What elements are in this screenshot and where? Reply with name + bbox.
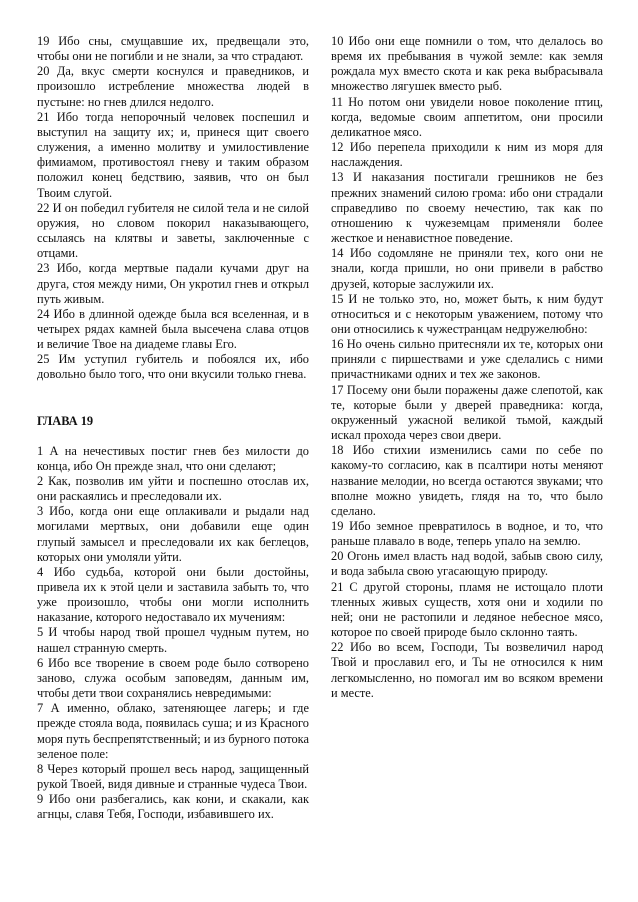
verse-paragraph: 2 Как, позволив им уйти и поспешно отослав их, они раскаялись и преследовали их. — [37, 473, 309, 504]
verse-paragraph: 15 И не только это, но, может быть, к ним будут относиться и с некоторым уважением, потому что они относились к чужестранцам недружелюбно: — [331, 291, 603, 336]
verse-paragraph: 8 Через который прошел весь народ, защищенный рукой Твоей, видя дивные и странные чудеса Твои. — [37, 761, 309, 792]
verse-paragraph: 20 Да, вкус смерти коснулся и праведников, и произошло истребление множества людей в пустыне: но гнев длился недолго. — [37, 64, 309, 109]
spacer — [37, 383, 309, 414]
verse-paragraph: 7 А именно, облако, затеняющее лагерь; и где прежде стояла вода, появилась суша; и из Красного моря путь беспрепятственный; и из бурного потока зеленое поле: — [37, 701, 309, 761]
verse-paragraph: 3 Ибо, когда они еще оплакивали и рыдали над могилами мертвых, они добавили еще один глупый замысел и преследовали их как беглецов, которых они умоляли уйти. — [37, 504, 309, 564]
verse-paragraph: 11 Но потом они увидели новое поколение птиц, когда, ведомые своим аппетитом, они просили деликатное мясо. — [331, 94, 603, 139]
verse-paragraph: 25 Им уступил губитель и побоялся их, ибо довольно было того, что они вкусили только гнева. — [37, 352, 309, 382]
verse-paragraph: 5 И чтобы народ твой прошел чудным путем, но нашел странную смерть. — [37, 625, 309, 655]
verse-paragraph: 10 Ибо они еще помнили о том, что делалось во время их пребывания в чужой земле: как земля рождала мух вместо скота и как река выбрасывала множество лягушек вместо рыб. — [331, 34, 603, 94]
verse-paragraph: 13 И наказания постигали грешников не без прежних знамений силою грома: ибо они страдали справедливо по своему нечестию, так как по отношению к чужеземцам применяли более жесткое и ненавистное поведение. — [331, 170, 603, 246]
verse-paragraph: 4 Ибо судьба, которой они были достойны, привела их к этой цели и заставила забыть то, что уже произошло, чтобы они могли исполнить наказание, которого недоставало их мучениям: — [37, 564, 309, 625]
verse-paragraph: 19 Ибо сны, смущавшие их, предвещали это, чтобы они не погибли и не знали, за что страдают. — [37, 34, 309, 64]
verse-paragraph: 22 И он победил губителя не силой тела и не силой оружия, но словом покорил наказывающего, ссылаясь на клятвы и заветы, заключенные с отцами. — [37, 200, 309, 261]
verse-paragraph: 6 Ибо все творение в своем роде было сотворено заново, служа особым заповедям, данным им, чтобы дети твои сохранялись невредимыми: — [37, 655, 309, 701]
verse-paragraph: 21 С другой стороны, пламя не истощало плоти тленных живых существ, хотя они и ходили по ней; они не растопили и ледяное небесное мясо, которое по своей природе было склонно таять. — [331, 579, 603, 640]
verse-paragraph: 20 Огонь имел власть над водой, забыв свою силу, и вода забыла свою угасающую природу. — [331, 549, 603, 579]
left-column — [37, 34, 309, 823]
verse-paragraph: 14 Ибо содомляне не приняли тех, кого они не знали, когда пришли, но они привели в рабство друзей, которые заслужили их. — [331, 246, 603, 291]
verse-paragraph: 18 Ибо стихии изменились сами по себе по какому-то согласию, как в псалтири ноты меняют название мелодии, но всегда остаются звуками; что вполне можно увидеть, глядя на то, что было сделано. — [331, 443, 603, 518]
verse-paragraph: 24 Ибо в длинной одежде была вся вселенная, и в четырех рядах камней была высечена слава отцов и величие Твое на диадеме главы Его. — [37, 306, 309, 352]
verse-paragraph: 1 А на нечестивых постиг гнев без милости до конца, ибо Он прежде знал, что они сделают; — [37, 443, 309, 473]
verse-paragraph: 21 Ибо тогда непорочный человек поспешил и выступил на защиту их; и, принеся щит своего служения, а именно молитву и умилостивление фимиамом, противостоял гневу и таким образом положил конец бедствию, заявив, что он был Твоим слугой. — [37, 109, 309, 200]
verse-paragraph: 23 Ибо, когда мертвые падали кучами друг на друга, стоя между ними, Он укротил гнев и открыл путь живым. — [37, 261, 309, 306]
verse-paragraph: 12 Ибо перепела приходили к ним из моря для наслаждения. — [331, 140, 603, 170]
verse-paragraph: 9 Ибо они разбегались, как кони, и скакали, как агнцы, славя Тебя, Господи, избавившего их. — [37, 792, 309, 822]
right-column — [331, 34, 603, 823]
verse-paragraph: 22 Ибо во всем, Господи, Ты возвеличил народ Твой и прославил его, и Ты не относился к ним легкомысленно, но помогал им во всяком времени и месте. — [331, 640, 603, 700]
verse-paragraph: 17 Посему они были поражены даже слепотой, как те, которые были у дверей праведника: когда, окруженный ужасной великой тьмой, каждый искал прохода через свои двери. — [331, 382, 603, 443]
chapter-heading: ГЛАВА 19 — [37, 413, 94, 428]
verse-paragraph: 19 Ибо земное превратилось в водное, и то, что раньше плавало в воде, теперь упало на землю. — [331, 519, 603, 549]
verse-paragraph: 16 Но очень сильно притесняли их те, которых они приняли с пиршествами и уже сделались с ними причастниками одних и тех же законов. — [331, 337, 603, 382]
document-page — [37, 34, 603, 823]
